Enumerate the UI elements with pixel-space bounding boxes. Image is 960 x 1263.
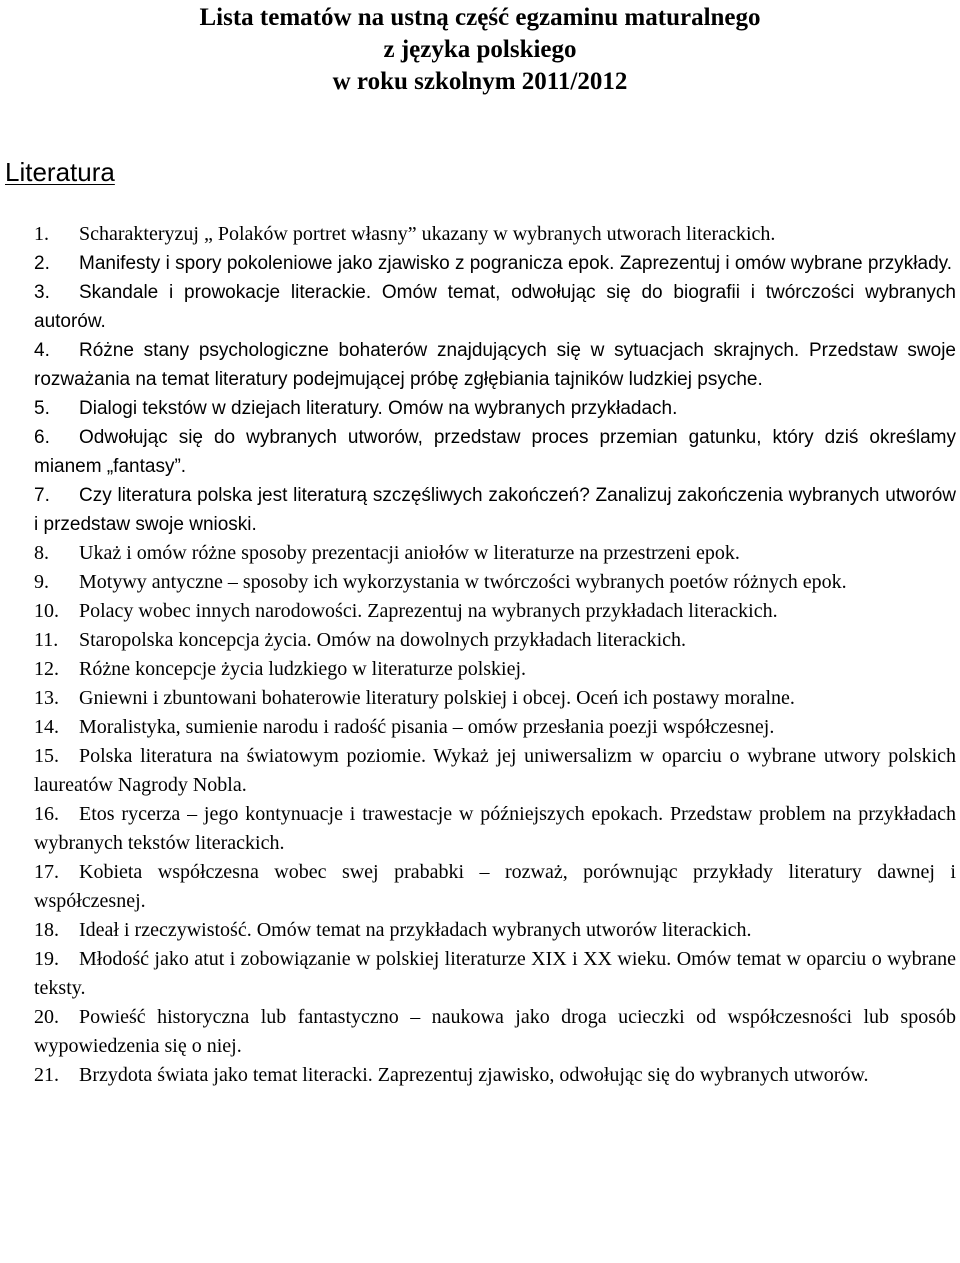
topic-number: 20.	[34, 1006, 59, 1028]
topic-number: 19.	[34, 948, 59, 970]
topic-number: 10.	[34, 600, 59, 622]
list-item	[34, 423, 956, 481]
topic-number: 6.	[34, 427, 50, 448]
topic-text: Skandale i prowokacje literackie. Omów temat, odwołując się do biografii i twórczości wybranych autorów.	[34, 282, 956, 332]
topic-number: 15.	[34, 745, 59, 767]
topic-number: 2.	[34, 253, 50, 274]
topic-number: 14.	[34, 716, 59, 738]
topic-text: Młodość jako atut i zobowiązanie w polskiej literaturze XIX i XX wieku. Omów temat w oparciu o wybrane teksty.	[34, 948, 956, 999]
topic-text: Ukaż i omów różne sposoby prezentacji aniołów w literaturze na przestrzeni epok.	[79, 542, 740, 564]
topic-text: Odwołując się do wybranych utworów, przedstaw proces przemian gatunku, który dziś określamy mianem „fantasy”.	[34, 427, 956, 477]
topic-text: Czy literatura polska jest literaturą szczęśliwych zakończeń? Zanalizuj zakończenia wybranych utworów i przedstaw swoje wnioski.	[34, 485, 956, 535]
topic-number: 9.	[34, 571, 49, 593]
topic-number: 4.	[34, 340, 50, 361]
title-line-2: z języka polskiego	[383, 36, 577, 63]
topic-number: 3.	[34, 282, 50, 303]
list-item	[34, 684, 956, 713]
topic-text: Scharakteryzuj „ Polaków portret własny” ukazany w wybranych utworach literackich.	[79, 223, 776, 245]
list-item	[34, 626, 956, 655]
list-item	[34, 1061, 956, 1090]
list-item	[34, 336, 956, 394]
section-heading: Literatura	[5, 157, 115, 187]
topic-list	[34, 220, 956, 1090]
topic-text: Motywy antyczne – sposoby ich wykorzystania w twórczości wybranych poetów różnych epok.	[79, 571, 847, 593]
topic-text: Brzydota świata jako temat literacki. Zaprezentuj zjawisko, odwołując się do wybranych utworów.	[79, 1064, 869, 1086]
topic-number: 18.	[34, 919, 59, 941]
topic-number: 11.	[34, 629, 59, 651]
topic-number: 13.	[34, 687, 59, 709]
topic-text: Różne koncepcje życia ludzkiego w literaturze polskiej.	[79, 658, 527, 680]
list-item	[34, 858, 956, 916]
topic-number: 5.	[34, 398, 50, 419]
topic-text: Ideał i rzeczywistość. Omów temat na przykładach wybranych utworów literackich.	[79, 919, 752, 941]
topic-text: Kobieta współczesna wobec swej prababki – rozważ, porównując przykłady literatury dawnej i współczesnej.	[34, 861, 956, 912]
list-item	[34, 220, 956, 249]
list-item	[34, 394, 956, 423]
list-item	[34, 249, 956, 278]
list-item	[34, 713, 956, 742]
topic-number: 7.	[34, 485, 50, 506]
topic-text: Dialogi tekstów w dziejach literatury. Omów na wybranych przykładach.	[79, 398, 678, 419]
title-line-3: w roku szkolnym 2011/2012	[332, 68, 628, 95]
topic-text: Polacy wobec innych narodowości. Zaprezentuj na wybranych przykładach literackich.	[79, 600, 778, 622]
topic-text: Powieść historyczna lub fantastyczno – naukowa jako droga ucieczki od współczesności lub sposób wypowiedzenia się o niej.	[34, 1006, 956, 1057]
topic-text: Staropolska koncepcja życia. Omów na dowolnych przykładach literackich.	[79, 629, 687, 651]
list-item	[34, 742, 956, 800]
topic-number: 16.	[34, 803, 59, 825]
list-item	[34, 945, 956, 1003]
list-item	[34, 568, 956, 597]
list-item	[34, 597, 956, 626]
topic-number: 8.	[34, 542, 49, 564]
page-title	[0, 0, 960, 98]
topic-text: Polska literatura na światowym poziomie. Wykaż jej uniwersalizm w oparciu o wybrane utwory polskich laureatów Nagrody Nobla.	[34, 745, 956, 796]
list-item	[34, 800, 956, 858]
topic-number: 1.	[34, 223, 49, 245]
list-item	[34, 481, 956, 539]
topic-text: Gniewni i zbuntowani bohaterowie literatury polskiej i obcej. Oceń ich postawy moralne.	[79, 687, 795, 709]
topic-text: Etos rycerza – jego kontynuacje i trawestacje w późniejszych epokach. Przedstaw problem na przykładach wybranych tekstów literackich.	[34, 803, 956, 854]
list-item	[34, 1003, 956, 1061]
list-item	[34, 916, 956, 945]
topic-number: 12.	[34, 658, 59, 680]
list-item	[34, 539, 956, 568]
topic-text: Manifesty i spory pokoleniowe jako zjawisko z pogranicza epok. Zaprezentuj i omów wybrane przykłady.	[79, 253, 952, 274]
topic-number: 21.	[34, 1064, 59, 1086]
list-item	[34, 655, 956, 684]
topic-number: 17.	[34, 861, 59, 883]
title-line-1: Lista tematów na ustną część egzaminu maturalnego	[199, 4, 761, 31]
list-item	[34, 278, 956, 336]
topic-text: Różne stany psychologiczne bohaterów znajdujących się w sytuacjach skrajnych. Przedstaw swoje rozważania na temat literatury podejmującej próbę zgłębiania tajników ludzkiej psyche.	[34, 340, 956, 390]
topic-text: Moralistyka, sumienie narodu i radość pisania – omów przesłania poezji współczesnej.	[79, 716, 775, 738]
